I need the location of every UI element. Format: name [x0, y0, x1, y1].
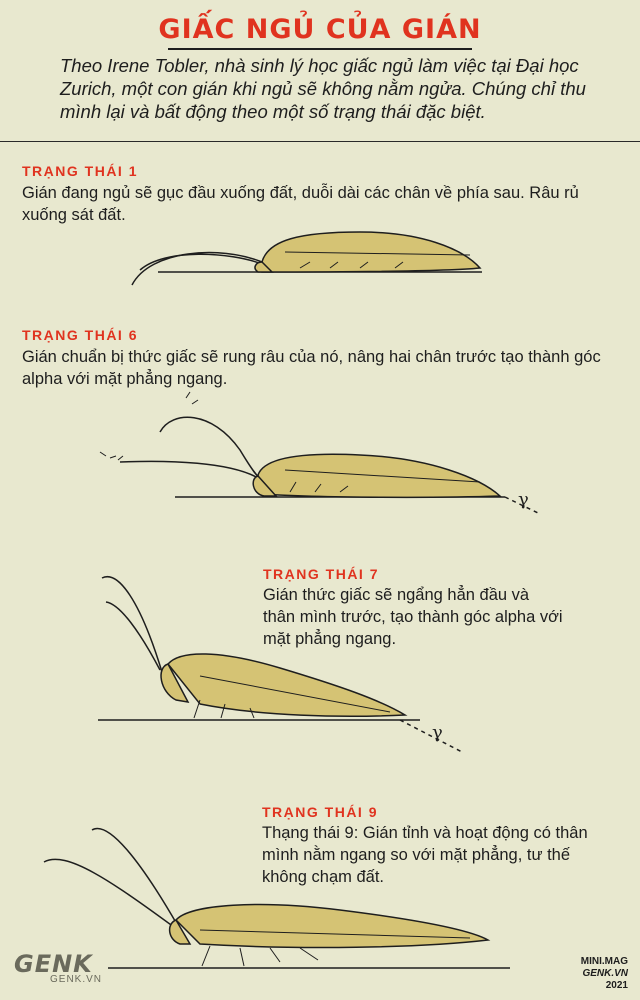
genk-logo-text: GENK	[14, 950, 93, 978]
state-1-label: TRẠNG THÁI 1	[22, 163, 138, 179]
gamma-label-state-7: γ	[432, 722, 443, 743]
state-7-text: Gián thức giấc sẽ ngẩng hẳn đầu và thân mình trước, tạo thành góc alpha với mặt phẳng ngang.	[263, 586, 563, 648]
page-title: GIẤC NGỦ CỦA GIÁN	[158, 14, 482, 45]
state-9-label: TRẠNG THÁI 9	[262, 804, 378, 820]
credit-line-3: 2021	[605, 980, 628, 991]
credit-line-2: GENK.VN	[582, 968, 628, 979]
credit-line-1: MINI.MAG	[580, 956, 628, 967]
credit-block	[581, 956, 628, 992]
gamma-label-state-6: γ	[518, 489, 529, 510]
cockroach-state-6-illustration	[100, 392, 540, 514]
state-7-label: TRẠNG THÁI 7	[263, 566, 379, 582]
state-1-text: Gián đang ngủ sẽ gục đầu xuống đất, duỗi dài các chân về phía sau. Râu rủ xuống sát đất.	[22, 184, 579, 224]
intro-paragraph: Theo Irene Tobler, nhà sinh lý học giấc ngủ làm việc tại Đại học Zurich, một con gián khi ngủ sẽ không nằm ngửa. Chúng chỉ thu mình lại và bất động theo một số trạng thái đặc biệt.	[60, 55, 586, 122]
state-6-text: Gián chuẩn bị thức giấc sẽ rung râu của nó, nâng hai chân trước tạo thành góc alpha với mặt phẳng ngang.	[22, 348, 601, 388]
state-6-label: TRẠNG THÁI 6	[22, 327, 138, 343]
genk-logo	[14, 950, 102, 985]
cockroach-state-9-illustration	[44, 828, 510, 968]
genk-site-text: GENK.VN	[50, 974, 103, 985]
cockroach-state-1-illustration	[132, 232, 482, 285]
state-9-text: Thạng thái 9: Gián tỉnh và hoạt động có thân mình nằm ngang so với mặt phẳng, tư thế không chạm đất.	[262, 824, 588, 886]
cockroach-state-7-illustration	[98, 577, 462, 752]
